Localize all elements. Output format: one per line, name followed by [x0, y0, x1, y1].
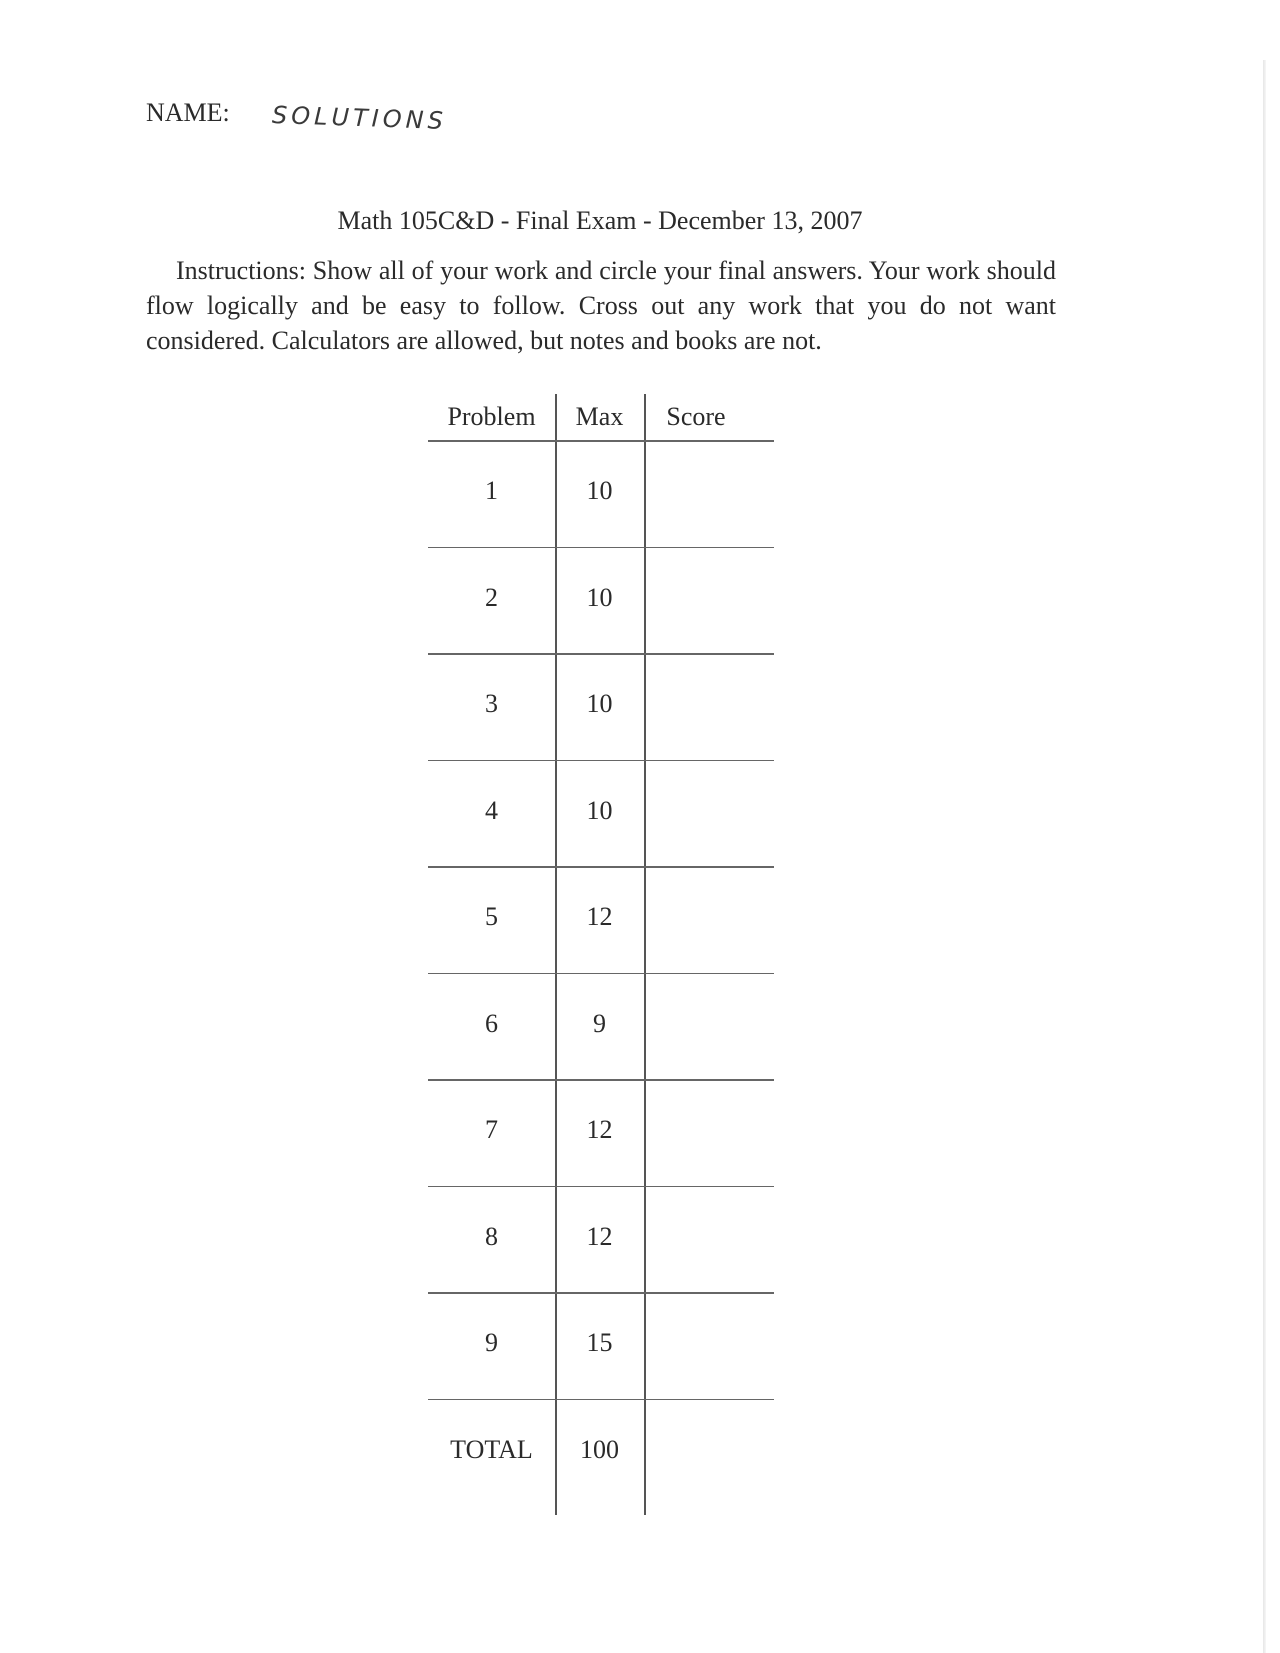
- instructions-paragraph: Instructions: Show all of your work and circle your final answers. Your work should flow logically and be easy to follow. Cross out any work that you do not want considered. Calculators are allowed, but notes and books are not.: [146, 256, 1056, 355]
- row-divider: [428, 760, 774, 762]
- cell-problem: 8: [485, 1221, 498, 1251]
- cell-max: 12: [586, 1115, 613, 1144]
- header-score: Score: [666, 402, 726, 431]
- cell-max: 9: [593, 1008, 606, 1038]
- row-divider: [428, 1186, 774, 1188]
- cell-max: 15: [586, 1328, 613, 1357]
- cell-problem: 6: [485, 1008, 498, 1038]
- row-divider: [428, 1079, 774, 1081]
- cell-max: 10: [586, 582, 613, 612]
- row-divider: [428, 1292, 774, 1294]
- cell-max: 10: [586, 476, 613, 505]
- cell-problem: 4: [485, 795, 498, 825]
- cell-problem: 3: [485, 689, 498, 718]
- cell-problem: 1: [485, 476, 498, 505]
- cell-problem: 5: [485, 902, 498, 931]
- row-divider: [428, 547, 774, 549]
- cell-problem: 7: [485, 1115, 498, 1144]
- cell-max: 100: [580, 1434, 619, 1464]
- cell-max: 12: [586, 902, 613, 931]
- cell-max: 12: [586, 1221, 613, 1251]
- column-divider: [644, 394, 646, 1515]
- cell-max: 10: [586, 795, 613, 825]
- name-handwritten-value: SOLUTIONS: [271, 100, 448, 136]
- cell-problem: TOTAL: [450, 1434, 533, 1464]
- page-edge: [1263, 60, 1266, 1653]
- cell-max: 10: [586, 689, 613, 718]
- row-divider: [428, 973, 774, 975]
- cell-problem: 9: [485, 1328, 498, 1357]
- exam-title: Math 105C&D - Final Exam - December 13, 2007: [337, 206, 863, 235]
- header-max: Max: [575, 402, 624, 431]
- score-table: [428, 400, 774, 1515]
- row-divider: [428, 1399, 774, 1401]
- cell-problem: 2: [485, 582, 498, 612]
- name-label: NAME:: [146, 98, 230, 127]
- row-divider: [428, 440, 774, 442]
- row-divider: [428, 866, 774, 868]
- row-divider: [428, 653, 774, 655]
- header-problem: Problem: [447, 402, 536, 431]
